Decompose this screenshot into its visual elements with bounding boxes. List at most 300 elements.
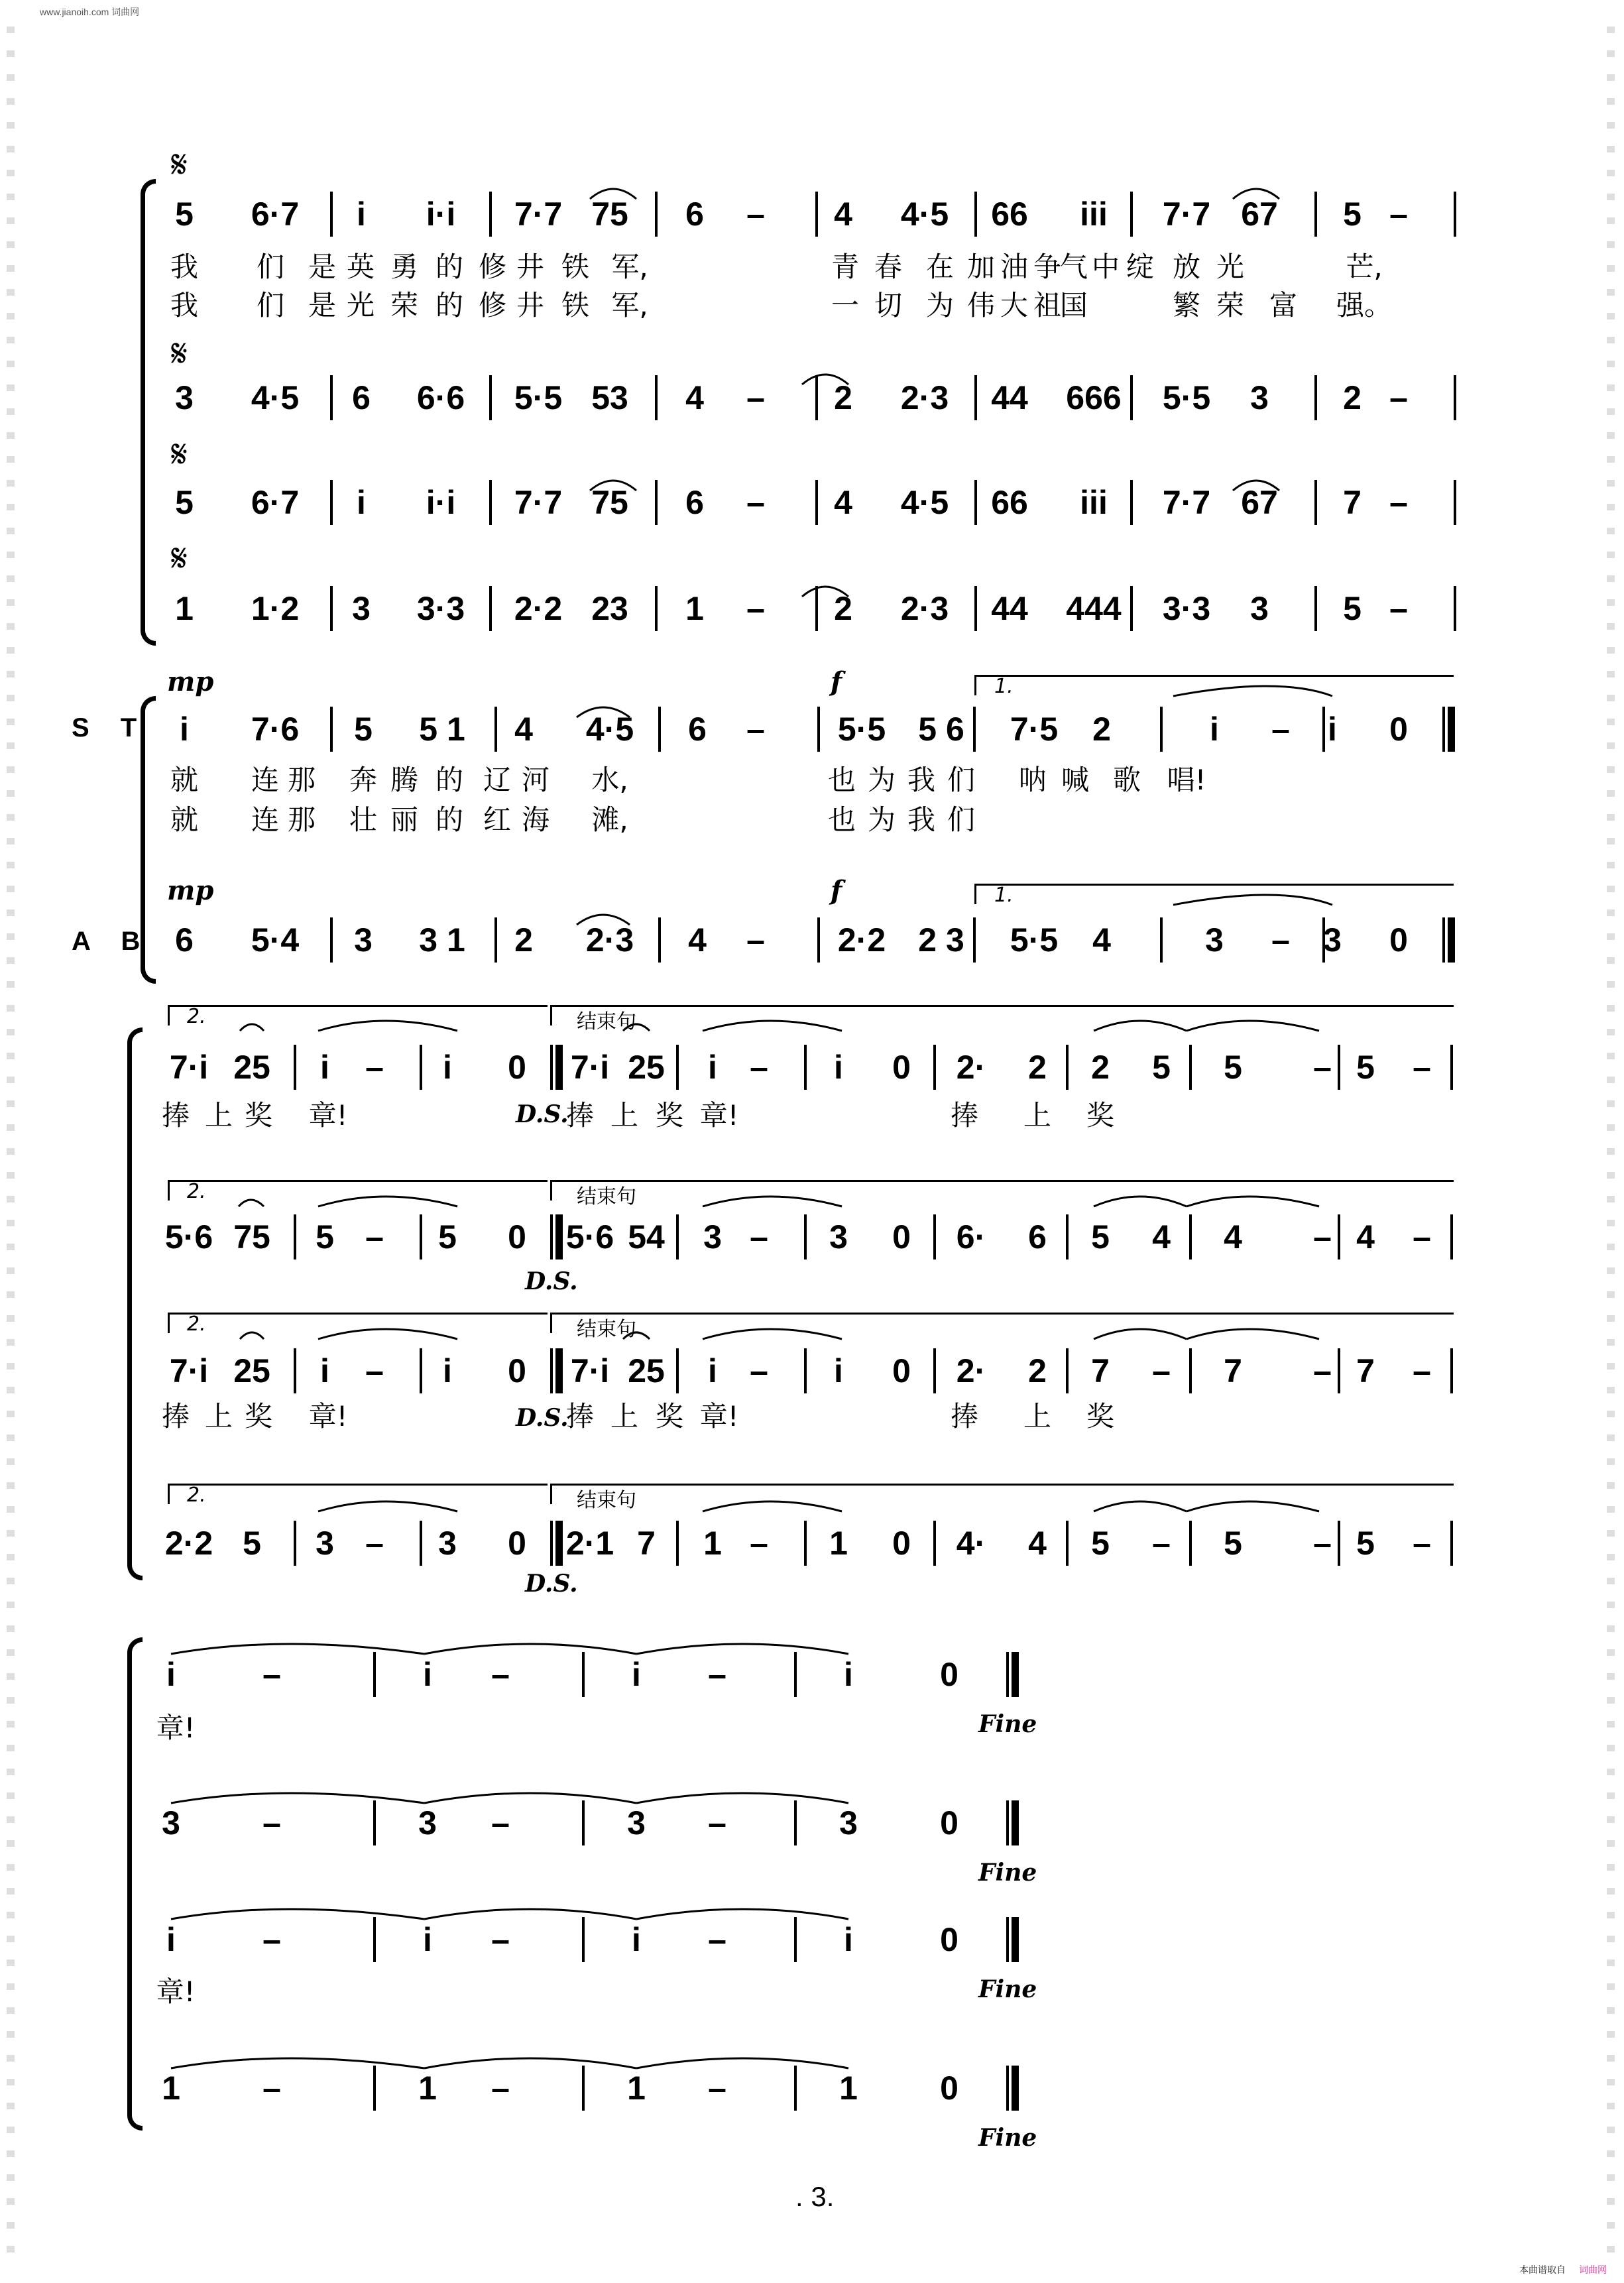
note-token: 53 — [591, 379, 628, 416]
lyric-syllable: 修 — [478, 251, 507, 283]
note-token: i — [320, 1352, 329, 1389]
volta-second-label: 2. — [187, 1180, 206, 1203]
note-token: 44 — [991, 379, 1028, 416]
note-token: 4 — [1356, 1218, 1375, 1256]
note-token: – — [365, 1049, 384, 1086]
lyric-syllable: 上 — [1023, 1400, 1052, 1433]
lyric-syllable: 捧 — [161, 1400, 190, 1433]
lyric-syllable: 河 — [521, 764, 550, 796]
note-token: 2 — [1028, 1049, 1047, 1086]
note-token: i — [320, 1049, 329, 1086]
segno-sign: 𝄋 — [171, 536, 188, 581]
fine-marking: Fine — [978, 1710, 1037, 1738]
note-token: 2 — [834, 379, 852, 416]
lyric-syllable: 章! — [308, 1400, 348, 1433]
lyric-syllable: 切 — [874, 289, 903, 322]
note-token: 7 — [1343, 484, 1362, 521]
site-header: www.jianoih.com 词曲网 — [40, 7, 140, 17]
note-token: 0 — [940, 1921, 958, 1958]
segno-sign: 𝄋 — [171, 142, 188, 187]
note-token: 7·i — [169, 1049, 209, 1086]
note-token: 4 — [514, 711, 533, 748]
note-token: 2·3 — [900, 379, 949, 416]
note-token: 0 — [508, 1525, 526, 1562]
lyric-syllable: 唱! — [1167, 764, 1206, 796]
note-token: 2· — [956, 1352, 986, 1389]
note-token: i·i — [426, 484, 456, 521]
note-token: 1 — [418, 2070, 437, 2107]
note-token: 7 — [1356, 1352, 1375, 1389]
volta-first-label: 1. — [994, 884, 1014, 907]
note-token: – — [750, 1218, 768, 1256]
lyric-syllable: 我 — [907, 764, 936, 796]
note-token: 1 — [175, 590, 194, 627]
note-token: i — [844, 1656, 853, 1693]
note-token: 2·2 — [837, 921, 886, 959]
note-token: – — [1271, 711, 1290, 748]
dynamic-f: f — [831, 875, 842, 906]
note-token: 7·7 — [1162, 484, 1211, 521]
note-token: i — [844, 1921, 853, 1958]
lyric-syllable: 奖 — [655, 1099, 684, 1132]
note-token: 7·i — [169, 1352, 209, 1389]
note-token: – — [1313, 1049, 1332, 1086]
lyric-syllable: 章! — [699, 1400, 739, 1433]
note-token: 66 — [991, 196, 1028, 233]
lyric-syllable: 上 — [610, 1400, 639, 1433]
note-token: 3 — [354, 921, 373, 959]
lyric-syllable: 为 — [867, 764, 896, 796]
lyric-syllable: 英 — [346, 251, 375, 283]
note-token: 4 — [1152, 1218, 1171, 1256]
lyric-syllable: 的 — [435, 764, 464, 796]
lyric-syllable: 强。 — [1336, 289, 1393, 322]
note-token: – — [262, 1921, 281, 1958]
lyric-syllable: 是 — [308, 289, 337, 322]
lyric-syllable: 光 — [1216, 251, 1245, 283]
lyric-syllable: 军, — [611, 289, 648, 322]
lyric-syllable: 们 — [947, 764, 976, 796]
lyric-syllable: 捧 — [950, 1400, 979, 1433]
note-token: – — [1313, 1352, 1332, 1389]
lyric-syllable: 加 — [966, 251, 996, 283]
note-token: 0 — [1389, 711, 1408, 748]
note-token: 7·i — [570, 1352, 610, 1389]
note-token: 1 — [685, 590, 704, 627]
note-token: 6 — [175, 921, 194, 959]
fine-marking: Fine — [978, 1975, 1037, 2003]
note-token: iii — [1080, 484, 1108, 521]
note-token: i — [423, 1656, 432, 1693]
lyric-syllable: 井 — [516, 251, 545, 283]
note-token: 25 — [233, 1352, 270, 1389]
lyric-syllable: 为 — [925, 289, 955, 322]
lyric-syllable: 奖 — [244, 1400, 273, 1433]
fine-marking: Fine — [978, 1859, 1037, 1887]
note-token: 2·2 — [164, 1525, 213, 1562]
note-token: 3 — [1250, 590, 1269, 627]
note-token: i — [632, 1656, 641, 1693]
footer-right: 词曲网 — [1579, 2264, 1607, 2275]
note-token: 2 — [834, 590, 852, 627]
note-token: 3 — [1250, 379, 1269, 416]
note-token: – — [262, 2070, 281, 2107]
note-token: 0 — [940, 2070, 958, 2107]
note-token: 4·5 — [585, 711, 634, 748]
note-token: – — [708, 2070, 726, 2107]
note-token: 0 — [892, 1049, 911, 1086]
note-token: 0 — [892, 1352, 911, 1389]
note-token: 4 — [688, 921, 707, 959]
note-token: – — [491, 2070, 510, 2107]
note-token: 5·4 — [251, 921, 300, 959]
note-token: i — [834, 1049, 843, 1086]
lyric-syllable: 奖 — [1086, 1099, 1115, 1132]
note-token: 5·5 — [514, 379, 563, 416]
note-token: 3 — [1205, 921, 1224, 959]
note-token: 5·5 — [1010, 921, 1059, 959]
lyric-syllable: 伟 — [966, 289, 996, 322]
note-token: 4 — [834, 484, 852, 521]
note-token: 4 — [1092, 921, 1111, 959]
lyric-syllable: 放 — [1172, 251, 1201, 283]
lyric-syllable: 我 — [907, 803, 936, 836]
note-token: 0 — [892, 1218, 911, 1256]
note-token: i — [180, 711, 189, 748]
note-token: i — [443, 1049, 452, 1086]
note-token: – — [1313, 1525, 1332, 1562]
note-token: – — [365, 1525, 384, 1562]
note-token: 2 — [1343, 379, 1362, 416]
note-token: 3 1 — [419, 921, 465, 959]
note-token: 5 6 — [918, 711, 964, 748]
lyric-syllable: 辽 — [483, 764, 512, 796]
note-token: – — [491, 1656, 510, 1693]
note-token: 1 — [703, 1525, 722, 1562]
lyric-syllable: 上 — [1023, 1099, 1052, 1132]
note-token: 666 — [1066, 379, 1122, 416]
note-token: 2·2 — [514, 590, 563, 627]
lyric-syllable: 芒, — [1346, 251, 1383, 283]
note-token: 25 — [628, 1049, 665, 1086]
note-token: 4 — [834, 196, 852, 233]
segno-sign: 𝄋 — [171, 331, 188, 376]
lyric-syllable: 歌 — [1112, 764, 1141, 796]
lyric-syllable: 也 — [827, 803, 856, 836]
note-token: 7·5 — [1010, 711, 1059, 748]
note-token: i — [357, 484, 366, 521]
note-token: 0 — [940, 1656, 958, 1693]
lyric-syllable: 军, — [611, 251, 648, 283]
note-token: i — [708, 1352, 717, 1389]
lyric-syllable: 春 — [874, 251, 903, 283]
note-token: 75 — [591, 196, 628, 233]
lyric-syllable: 国 — [1059, 289, 1088, 322]
note-token: 3 — [418, 1804, 437, 1842]
ending-phrase-label: 结束句 — [577, 1185, 636, 1208]
note-token: 3 — [352, 590, 371, 627]
note-token: 5·6 — [565, 1218, 614, 1256]
note-token: 3 — [175, 379, 194, 416]
note-token: 25 — [628, 1352, 665, 1389]
note-token: 7·7 — [514, 196, 563, 233]
lyric-syllable: 章! — [308, 1099, 348, 1132]
note-token: 2·3 — [585, 921, 634, 959]
note-token: 6· — [956, 1218, 986, 1256]
ending-phrase-label: 结束句 — [577, 1010, 636, 1033]
note-token: 0 — [508, 1352, 526, 1389]
note-token: 4 — [1224, 1218, 1242, 1256]
lyric-syllable: 勇 — [390, 251, 419, 283]
note-token: i·i — [426, 196, 456, 233]
note-token: 67 — [1241, 196, 1278, 233]
note-token: 6·7 — [251, 484, 300, 521]
lyric-syllable: 那 — [287, 764, 316, 796]
note-token: – — [491, 1921, 510, 1958]
lyric-syllable: 们 — [947, 803, 976, 836]
note-token: 6 — [688, 711, 707, 748]
lyric-syllable: 腾 — [390, 764, 419, 796]
note-token: 3 — [627, 1804, 646, 1842]
lyric-syllable: 荣 — [1216, 289, 1245, 322]
note-token: – — [1389, 379, 1408, 416]
note-token: 5·5 — [837, 711, 886, 748]
note-token: i — [708, 1049, 717, 1086]
note-token: 1 — [839, 2070, 858, 2107]
note-token: 1 — [829, 1525, 848, 1562]
ds-marking: D.S. — [516, 1100, 569, 1128]
note-token: – — [1413, 1525, 1431, 1562]
note-token: 2 — [1091, 1049, 1110, 1086]
lyric-syllable: 上 — [204, 1400, 233, 1433]
segno-sign: 𝄋 — [171, 432, 188, 477]
note-token: 5·6 — [164, 1218, 213, 1256]
note-token: 7·7 — [1162, 196, 1211, 233]
note-token: – — [746, 379, 765, 416]
lyric-syllable: 中 — [1091, 251, 1120, 283]
lyric-syllable: 喊 — [1061, 764, 1090, 796]
dynamic-mp: mp — [167, 875, 214, 906]
note-token: 4·5 — [900, 196, 949, 233]
lyric-syllable: 繁 — [1172, 289, 1201, 322]
note-token: 5 — [175, 484, 194, 521]
lyric-syllable: 上 — [204, 1099, 233, 1132]
note-token: 7·7 — [514, 484, 563, 521]
note-token: 2·1 — [565, 1525, 614, 1562]
note-token: 3 — [703, 1218, 722, 1256]
note-token: i — [166, 1921, 176, 1958]
note-token: 444 — [1066, 590, 1122, 627]
lyric-syllable: 青 — [831, 251, 860, 283]
volta-second-label: 2. — [187, 1005, 206, 1028]
note-token: 2· — [956, 1049, 986, 1086]
note-token: 5 — [354, 711, 373, 748]
note-token: i — [443, 1352, 452, 1389]
note-token: 0 — [892, 1525, 911, 1562]
fine-marking: Fine — [978, 2124, 1037, 2152]
lyric-syllable: 章! — [156, 1975, 196, 2008]
note-token: 5 — [1343, 196, 1362, 233]
lyric-syllable: 是 — [308, 251, 337, 283]
lyric-syllable: 那 — [287, 803, 316, 836]
note-token: – — [491, 1804, 510, 1842]
lyric-syllable: 我 — [170, 289, 199, 322]
lyric-syllable: 荣 — [390, 289, 419, 322]
note-token: – — [746, 196, 765, 233]
note-token: – — [1389, 196, 1408, 233]
note-token: 2 — [1028, 1352, 1047, 1389]
note-token: 2 — [514, 921, 533, 959]
note-token: 67 — [1241, 484, 1278, 521]
note-token: 6 — [1028, 1218, 1047, 1256]
note-token: – — [1389, 484, 1408, 521]
dynamic-mp: mp — [167, 666, 214, 697]
note-token: 4·5 — [251, 379, 300, 416]
note-token: – — [262, 1804, 281, 1842]
ds-marking: D.S. — [525, 1267, 578, 1295]
note-token: i — [166, 1656, 176, 1693]
note-token: i — [632, 1921, 641, 1958]
note-token: 7 — [637, 1525, 656, 1562]
note-token: 5 1 — [419, 711, 465, 748]
note-token: 4 — [1028, 1525, 1047, 1562]
lyric-syllable: 滩, — [591, 803, 628, 836]
note-token: 5 — [1224, 1525, 1242, 1562]
lyric-syllable: 奔 — [349, 764, 378, 796]
ds-marking: D.S. — [525, 1570, 578, 1598]
note-token: – — [1152, 1525, 1171, 1562]
note-token: 75 — [233, 1218, 270, 1256]
lyric-syllable: 奖 — [1086, 1400, 1115, 1433]
lyric-syllable: 井 — [516, 289, 545, 322]
note-token: 54 — [628, 1218, 665, 1256]
lyric-syllable: 捧 — [161, 1099, 190, 1132]
note-token: iii — [1080, 196, 1108, 233]
dynamic-f: f — [831, 666, 842, 697]
note-token: – — [708, 1656, 726, 1693]
note-token: – — [1152, 1352, 1171, 1389]
note-token: 4· — [956, 1525, 986, 1562]
lyric-syllable: 光 — [346, 289, 375, 322]
note-token: i — [357, 196, 366, 233]
lyric-syllable: 在 — [925, 251, 955, 283]
footer-left: 本曲谱取自 — [1519, 2264, 1566, 2275]
lyric-syllable: 捧 — [565, 1099, 595, 1132]
lyric-syllable: 奖 — [655, 1400, 684, 1433]
note-token: 6 — [685, 196, 704, 233]
lyric-syllable: 水, — [591, 764, 628, 796]
note-token: 66 — [991, 484, 1028, 521]
note-token: 5 — [1356, 1525, 1375, 1562]
lyric-syllable: 绽 — [1126, 251, 1155, 283]
ending-phrase-label: 结束句 — [577, 1489, 636, 1512]
note-token: 0 — [1389, 921, 1408, 959]
note-token: 3 — [839, 1804, 858, 1842]
footer — [1519, 2263, 1607, 2276]
note-token: 3 — [316, 1525, 334, 1562]
note-token: 7 — [1224, 1352, 1242, 1389]
note-token: – — [1313, 1218, 1332, 1256]
note-token: 5 — [1091, 1525, 1110, 1562]
lyric-syllable: 气 — [1059, 251, 1088, 283]
note-token: 7·i — [570, 1049, 610, 1086]
lyric-syllable: 章! — [699, 1099, 739, 1132]
lyric-syllable: 捧 — [565, 1400, 595, 1433]
note-token: 4·5 — [900, 484, 949, 521]
lyric-syllable: 祖 — [1033, 289, 1062, 322]
lyric-syllable: 章! — [156, 1712, 196, 1744]
lyric-syllable: 海 — [521, 803, 550, 836]
note-token: 1·2 — [251, 590, 300, 627]
lyric-syllable: 油 — [1000, 251, 1029, 283]
note-token: 5 — [1343, 590, 1362, 627]
lyric-syllable: 们 — [256, 289, 285, 322]
note-token: 6 — [352, 379, 371, 416]
note-token: i — [1328, 711, 1337, 748]
note-token: 5 — [438, 1218, 457, 1256]
lyric-syllable: 富 — [1269, 289, 1298, 322]
lyric-syllable: 捧 — [950, 1099, 979, 1132]
note-token: 5 — [1152, 1049, 1171, 1086]
note-token: 5 — [1356, 1049, 1375, 1086]
note-token: 5 — [1224, 1049, 1242, 1086]
note-token: 25 — [233, 1049, 270, 1086]
note-token: – — [750, 1049, 768, 1086]
lyric-syllable: 红 — [483, 803, 512, 836]
lyric-syllable: 争 — [1033, 251, 1062, 283]
voice-label-st: S T — [72, 713, 149, 742]
note-token: – — [1413, 1352, 1431, 1389]
note-token: – — [746, 921, 765, 959]
lyric-syllable: 呐 — [1018, 764, 1047, 796]
note-token: 7 — [1091, 1352, 1110, 1389]
voice-label-ab: A B — [72, 927, 152, 956]
note-token: 2 — [1092, 711, 1111, 748]
note-token: 6 — [685, 484, 704, 521]
lyric-syllable: 一 — [831, 289, 860, 322]
lyric-syllable: 大 — [1000, 289, 1029, 322]
lyric-syllable: 丽 — [390, 803, 419, 836]
note-token: – — [1389, 590, 1408, 627]
lyric-syllable: 壮 — [349, 803, 378, 836]
note-token: – — [746, 711, 765, 748]
note-token: – — [1413, 1218, 1431, 1256]
note-token: 5 — [316, 1218, 334, 1256]
note-token: – — [746, 590, 765, 627]
volta-second-label: 2. — [187, 1313, 206, 1336]
note-token: 6·7 — [251, 196, 300, 233]
note-token: 3 — [438, 1525, 457, 1562]
note-token: 5 — [1091, 1218, 1110, 1256]
lyric-syllable: 上 — [610, 1099, 639, 1132]
note-token: i — [1210, 711, 1219, 748]
lyric-syllable: 铁 — [561, 289, 590, 322]
note-token: 0 — [508, 1049, 526, 1086]
note-token: – — [365, 1352, 384, 1389]
note-token: 5·5 — [1162, 379, 1211, 416]
note-token: 0 — [940, 1804, 958, 1842]
note-token: – — [262, 1656, 281, 1693]
ds-marking: D.S. — [516, 1404, 569, 1432]
note-token: – — [746, 484, 765, 521]
note-token: i — [834, 1352, 843, 1389]
ending-phrase-label: 结束句 — [577, 1318, 636, 1341]
note-token: 3·3 — [416, 590, 465, 627]
note-token: 1 — [627, 2070, 646, 2107]
lyric-syllable: 的 — [435, 251, 464, 283]
lyric-syllable: 铁 — [561, 251, 590, 283]
note-token: – — [365, 1218, 384, 1256]
